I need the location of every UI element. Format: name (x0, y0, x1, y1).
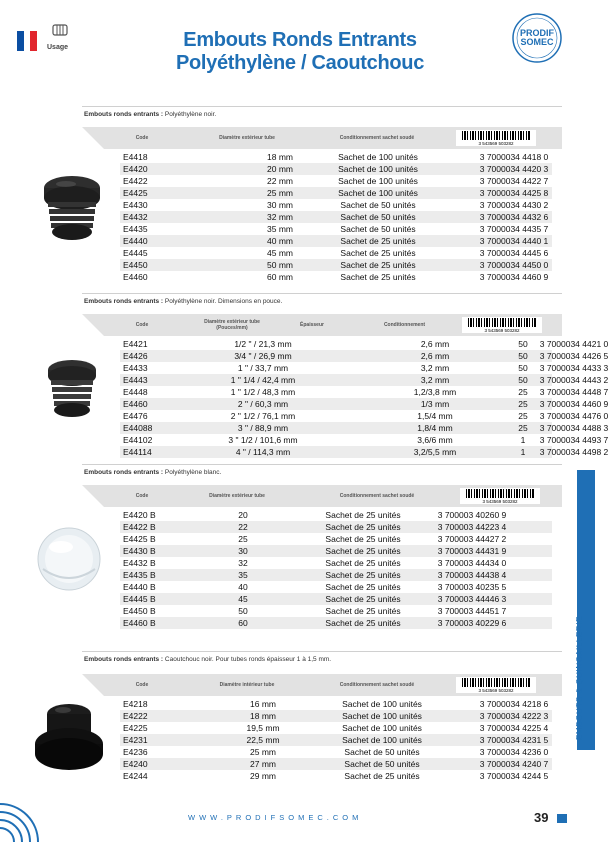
table-cell: 3 7000034 4476 0 (539, 411, 608, 421)
prodif-somec-logo (512, 13, 562, 63)
table-cell: Sachet de 25 unités (340, 260, 416, 270)
table-cell: 45 (238, 594, 248, 604)
table-cell: 25 mm (267, 188, 293, 198)
cell-code: E4460 (123, 399, 148, 409)
table-cell: 3 700003 44446 3 (437, 594, 507, 604)
table-cell: 3 7000034 4218 6 (479, 699, 549, 709)
table-cell: Sachet de 50 unités (344, 747, 420, 757)
table-cell: 27 mm (250, 759, 276, 769)
table-cell: 3 700003 40235 5 (437, 582, 507, 592)
table-cell: 2,6 mm (420, 339, 450, 349)
table-cell: Sachet de 25 unités (325, 522, 401, 532)
table-cell: 3/4 " / 26,9 mm (234, 351, 292, 361)
decorative-arcs-icon (0, 790, 60, 842)
table-cell: 3 7000034 4460 9 (539, 399, 608, 409)
table-cell: 3 7000034 4440 1 (479, 236, 549, 246)
cell-code: E4445 B (123, 594, 156, 604)
header-code: Code (135, 135, 149, 141)
rubber-plug-image (33, 696, 105, 776)
table-cell: 3 7000034 4418 0 (479, 152, 549, 162)
table-cell: 3 700003 44451 7 (437, 606, 507, 616)
table-row (120, 410, 608, 422)
table-row (120, 211, 552, 223)
table-cell: Sachet de 25 unités (340, 272, 416, 282)
table-row (120, 734, 552, 746)
table-cell: 3,2 mm (420, 363, 450, 373)
table-cell: 1 " / 33,7 mm (237, 363, 289, 373)
page-title (140, 29, 460, 75)
white-round-plug-image (35, 525, 103, 593)
cell-code: E4460 (123, 272, 148, 282)
table-cell: 3 700003 44431 9 (437, 546, 507, 556)
table-cell: 19,5 mm (246, 723, 280, 733)
header-diameter: Diamètre extérieur tube (209, 493, 265, 499)
cell-code: E4448 (123, 387, 148, 397)
table-header (82, 314, 562, 336)
table-row (120, 581, 552, 593)
table-cell: Sachet de 25 unités (325, 570, 401, 580)
header-code: Code (135, 322, 149, 328)
cell-code: E4460 B (123, 618, 156, 628)
cell-code: E4450 B (123, 606, 156, 616)
table-cell: 50 (518, 351, 528, 361)
cell-code: E4218 (123, 699, 148, 709)
page-mark-icon (557, 814, 567, 823)
table-cell: 3 7000034 4430 2 (479, 200, 549, 210)
table-cell: 1/2 " / 21,3 mm (234, 339, 292, 349)
barcode-icon: 3 543569 503282 (456, 677, 536, 693)
cell-code: E4440 B (123, 582, 156, 592)
table-cell: 3 " 1/2 / 101,6 mm (228, 435, 298, 445)
cell-code: E4450 (123, 260, 148, 270)
title-line-1: Embouts Ronds Entrants (183, 29, 417, 51)
table-cell: 60 (238, 618, 248, 628)
header-diameter: Diamètre extérieur tube (219, 135, 275, 141)
section-title: Embouts ronds entrants : Polyéthylène blanc. (84, 469, 222, 476)
table-row (120, 338, 608, 350)
table-cell: Sachet de 100 unités (338, 164, 418, 174)
cell-code: E4225 (123, 723, 148, 733)
table-row (120, 175, 552, 187)
table-row (120, 434, 608, 446)
cell-code: E4420 (123, 164, 148, 174)
cell-code: E4440 (123, 236, 148, 246)
table-cell: 22 mm (267, 176, 293, 186)
table-cell: 20 (238, 510, 248, 520)
table-cell: 50 (238, 606, 248, 616)
table-cell: Sachet de 25 unités (325, 534, 401, 544)
header-code: Code (135, 682, 149, 688)
table-cell: 3 7000034 4231 5 (479, 735, 549, 745)
table-cell: Sachet de 25 unités (344, 771, 420, 781)
header-packaging: Conditionnement sachet soudé (339, 493, 415, 499)
section-divider (82, 106, 562, 107)
table-row (120, 151, 552, 163)
table-cell: Sachet de 100 unités (338, 176, 418, 186)
cell-code: E4476 (123, 411, 148, 421)
table-cell: 3 700003 44438 4 (437, 570, 507, 580)
table-cell: 3,6/6 mm (417, 435, 453, 445)
table-cell: 3 700003 44223 4 (437, 522, 507, 532)
section-divider (82, 293, 562, 294)
header-packaging: Conditionnement (383, 322, 426, 328)
side-tab-label: EMBOUTS & QUINCAILLERIE (575, 615, 584, 740)
cell-code: E4430 (123, 200, 148, 210)
table-cell: 3 7000034 4445 6 (479, 248, 549, 258)
table-cell: 3 7000034 4240 7 (479, 759, 549, 769)
barcode-icon: 3 543569 503282 (456, 130, 536, 146)
table-cell: 16 mm (250, 699, 276, 709)
table-cell: 3 7000034 4433 3 (539, 363, 608, 373)
table-row (120, 235, 552, 247)
table-row (120, 746, 552, 758)
header-thickness: Épaisseur (300, 322, 324, 328)
black-round-plug-inch-image (45, 358, 99, 424)
usage-label: Usage (47, 44, 69, 51)
footer-url: WWW.PRODIFSOMEC.COM (188, 813, 363, 822)
cell-code: E4240 (123, 759, 148, 769)
table-cell: 4 " / 114,3 mm (235, 447, 291, 457)
cell-code: E4435 B (123, 570, 156, 580)
table-row (120, 770, 552, 782)
section-title: Embouts ronds entrants : Caoutchouc noir. Pour tubes ronds épaisseur 1 à 1,5 mm. (84, 656, 332, 663)
table-cell: 3,2 mm (420, 375, 450, 385)
cell-code: E44088 (123, 423, 153, 433)
table-cell: Sachet de 50 unités (340, 200, 416, 210)
table-cell: 30 (238, 546, 248, 556)
table-row (120, 533, 552, 545)
cell-code: E44102 (123, 435, 153, 445)
table-cell: 3 7000034 4493 7 (539, 435, 608, 445)
table-cell: 50 mm (267, 260, 293, 270)
cell-code: E4443 (123, 375, 148, 385)
table-cell: 3 700003 40229 6 (437, 618, 507, 628)
table-cell: 3 7000034 4222 3 (479, 711, 549, 721)
cell-code: E4422 B (123, 522, 156, 532)
table-cell: 3,2/5,5 mm (413, 447, 457, 457)
header-code: Code (135, 493, 149, 499)
header-packaging: Conditionnement sachet soudé (339, 682, 415, 688)
table-row (120, 163, 552, 175)
table-row (120, 247, 552, 259)
table-cell: 2,6 mm (420, 351, 450, 361)
table-cell: Sachet de 100 unités (342, 699, 422, 709)
table-cell: 3 7000034 4420 3 (479, 164, 549, 174)
table-cell: 40 mm (267, 236, 293, 246)
table-cell: 3 7000034 4488 3 (539, 423, 608, 433)
table-row (120, 446, 608, 458)
table-row (120, 698, 552, 710)
table-cell: 60 mm (267, 272, 293, 282)
table-cell: 1/3 mm (420, 399, 450, 409)
logo-text-2: SOMEC (520, 37, 554, 47)
table-cell: Sachet de 25 unités (325, 618, 401, 628)
table-cell: 18 mm (267, 152, 293, 162)
usage-icon (52, 24, 68, 38)
table-row (120, 374, 608, 386)
table-cell: 25 mm (250, 747, 276, 757)
table-cell: 1,8/4 mm (417, 423, 453, 433)
table-row (120, 557, 552, 569)
table-cell: 3 7000034 4498 2 (539, 447, 608, 457)
table-cell: Sachet de 25 unités (325, 582, 401, 592)
table-cell: Sachet de 25 unités (340, 248, 416, 258)
table-cell: 25 (518, 411, 528, 421)
table-cell: 29 mm (250, 771, 276, 781)
table-cell: 30 mm (267, 200, 293, 210)
section-divider (82, 464, 562, 465)
page-number: 39 (534, 810, 549, 825)
section-divider (82, 651, 562, 652)
table-cell: 50 (518, 339, 528, 349)
table-cell: 25 (238, 534, 248, 544)
table-row (120, 187, 552, 199)
table-cell: 3 7000034 4435 7 (479, 224, 549, 234)
table-cell: 3 7000034 4225 4 (479, 723, 549, 733)
table-cell: 1,2/3,8 mm (413, 387, 457, 397)
table-cell: Sachet de 100 unités (338, 152, 418, 162)
table-cell: Sachet de 25 unités (325, 510, 401, 520)
cell-code: E4435 (123, 224, 148, 234)
table-row (120, 593, 552, 605)
france-flag-icon (17, 31, 37, 51)
table-row (120, 362, 608, 374)
header-diameter: Diamètre intérieur tube (219, 682, 275, 688)
table-row (120, 199, 552, 211)
table-cell: 1 " 1/2 / 48,3 mm (230, 387, 296, 397)
table-row (120, 223, 552, 235)
table-row (120, 259, 552, 271)
table-cell: 3 7000034 4422 7 (479, 176, 549, 186)
table-cell: 3 7000034 4426 5 (539, 351, 608, 361)
table-cell: 22 (238, 522, 248, 532)
table-cell: Sachet de 25 unités (340, 236, 416, 246)
table-header (82, 127, 562, 149)
cell-code: E4231 (123, 735, 148, 745)
table-cell: Sachet de 25 unités (325, 606, 401, 616)
table-cell: Sachet de 50 unités (340, 212, 416, 222)
table-cell: Sachet de 100 unités (342, 735, 422, 745)
table-cell: 40 (238, 582, 248, 592)
black-round-plug-image (40, 162, 104, 248)
barcode-icon: 3 543569 503282 (462, 317, 542, 333)
cell-code: E44114 (123, 447, 152, 457)
table-header (82, 674, 562, 696)
table-row (120, 722, 552, 734)
cell-code: E4432 (123, 212, 148, 222)
logo-text-1: PRODIF (519, 28, 555, 38)
cell-code: E4430 B (123, 546, 156, 556)
cell-code: E4432 B (123, 558, 156, 568)
table-cell: 3 700003 44434 0 (437, 558, 507, 568)
table-cell: 3 7000034 4460 9 (479, 272, 549, 282)
cell-code: E4421 (123, 339, 148, 349)
table-cell: 3 7000034 4421 0 (539, 339, 608, 349)
table-cell: 32 mm (267, 212, 293, 222)
table-cell: 32 (238, 558, 248, 568)
cell-code: E4236 (123, 747, 148, 757)
table-cell: 25 (518, 399, 528, 409)
table-cell: 3 7000034 4443 2 (539, 375, 608, 385)
table-cell: Sachet de 25 unités (325, 594, 401, 604)
table-cell: 45 mm (267, 248, 293, 258)
table-cell: 2 " / 60,3 mm (237, 399, 289, 409)
cell-code: E4418 (123, 152, 148, 162)
table-cell: 3 " / 88,9 mm (237, 423, 289, 433)
table-row (120, 569, 552, 581)
table-cell: 50 (518, 363, 528, 373)
cell-code: E4425 B (123, 534, 156, 544)
table-cell: 25 (518, 387, 528, 397)
cell-code: E4425 (123, 188, 148, 198)
table-cell: 3 700003 44427 2 (437, 534, 507, 544)
table-cell: 18 mm (250, 711, 276, 721)
barcode-icon: 3 543569 503282 (460, 488, 540, 504)
table-cell: 35 mm (267, 224, 293, 234)
table-cell: Sachet de 100 unités (342, 723, 422, 733)
table-row (120, 509, 552, 521)
table-row (120, 422, 608, 434)
table-cell: 20 mm (267, 164, 293, 174)
table-cell: 3 7000034 4432 6 (479, 212, 549, 222)
table-row (120, 605, 552, 617)
table-header (82, 485, 562, 507)
table-row (120, 710, 552, 722)
table-cell: 3 7000034 4244 5 (479, 771, 549, 781)
table-cell: 3 7000034 4450 0 (479, 260, 549, 270)
cell-code: E4422 (123, 176, 148, 186)
table-cell: 3 7000034 4448 7 (539, 387, 608, 397)
table-cell: 22,5 mm (246, 735, 280, 745)
table-row (120, 617, 552, 629)
table-cell: 3 700003 40260 9 (437, 510, 507, 520)
header-packaging: Conditionnement sachet soudé (339, 135, 415, 141)
table-cell: Sachet de 100 unités (342, 711, 422, 721)
title-line-2: Polyéthylène / Caoutchouc (175, 52, 425, 74)
table-cell: Sachet de 25 unités (325, 558, 401, 568)
section-title: Embouts ronds entrants : Polyéthylène noir. Dimensions en pouce. (84, 298, 283, 305)
section-title: Embouts ronds entrants : Polyéthylène noir. (84, 111, 217, 118)
table-cell: 1 " 1/4 / 42,4 mm (230, 375, 296, 385)
header-diameter: Diamètre extérieur tube (Pouces/mm) (204, 319, 260, 331)
table-cell: 3 7000034 4425 8 (479, 188, 549, 198)
table-row (120, 271, 552, 283)
cell-code: E4244 (123, 771, 148, 781)
table-cell: 35 (238, 570, 248, 580)
table-cell: Sachet de 100 unités (338, 188, 418, 198)
table-row (120, 398, 608, 410)
table-row (120, 521, 552, 533)
cell-code: E4445 (123, 248, 148, 258)
table-cell: Sachet de 25 unités (325, 546, 401, 556)
table-row (120, 350, 608, 362)
table-cell: 50 (518, 375, 528, 385)
cell-code: E4433 (123, 363, 148, 373)
table-row (120, 386, 608, 398)
table-cell: 1 (520, 447, 526, 457)
table-cell: Sachet de 50 unités (344, 759, 420, 769)
cell-code: E4420 B (123, 510, 156, 520)
table-cell: 2 " 1/2 / 76,1 mm (230, 411, 296, 421)
table-cell: 1,5/4 mm (417, 411, 453, 421)
cell-code: E4222 (123, 711, 148, 721)
table-cell: Sachet de 50 unités (340, 224, 416, 234)
table-cell: 3 7000034 4236 0 (479, 747, 549, 757)
cell-code: E4426 (123, 351, 148, 361)
table-cell: 25 (518, 423, 528, 433)
table-row (120, 545, 552, 557)
table-row (120, 758, 552, 770)
table-cell: 1 (520, 435, 526, 445)
